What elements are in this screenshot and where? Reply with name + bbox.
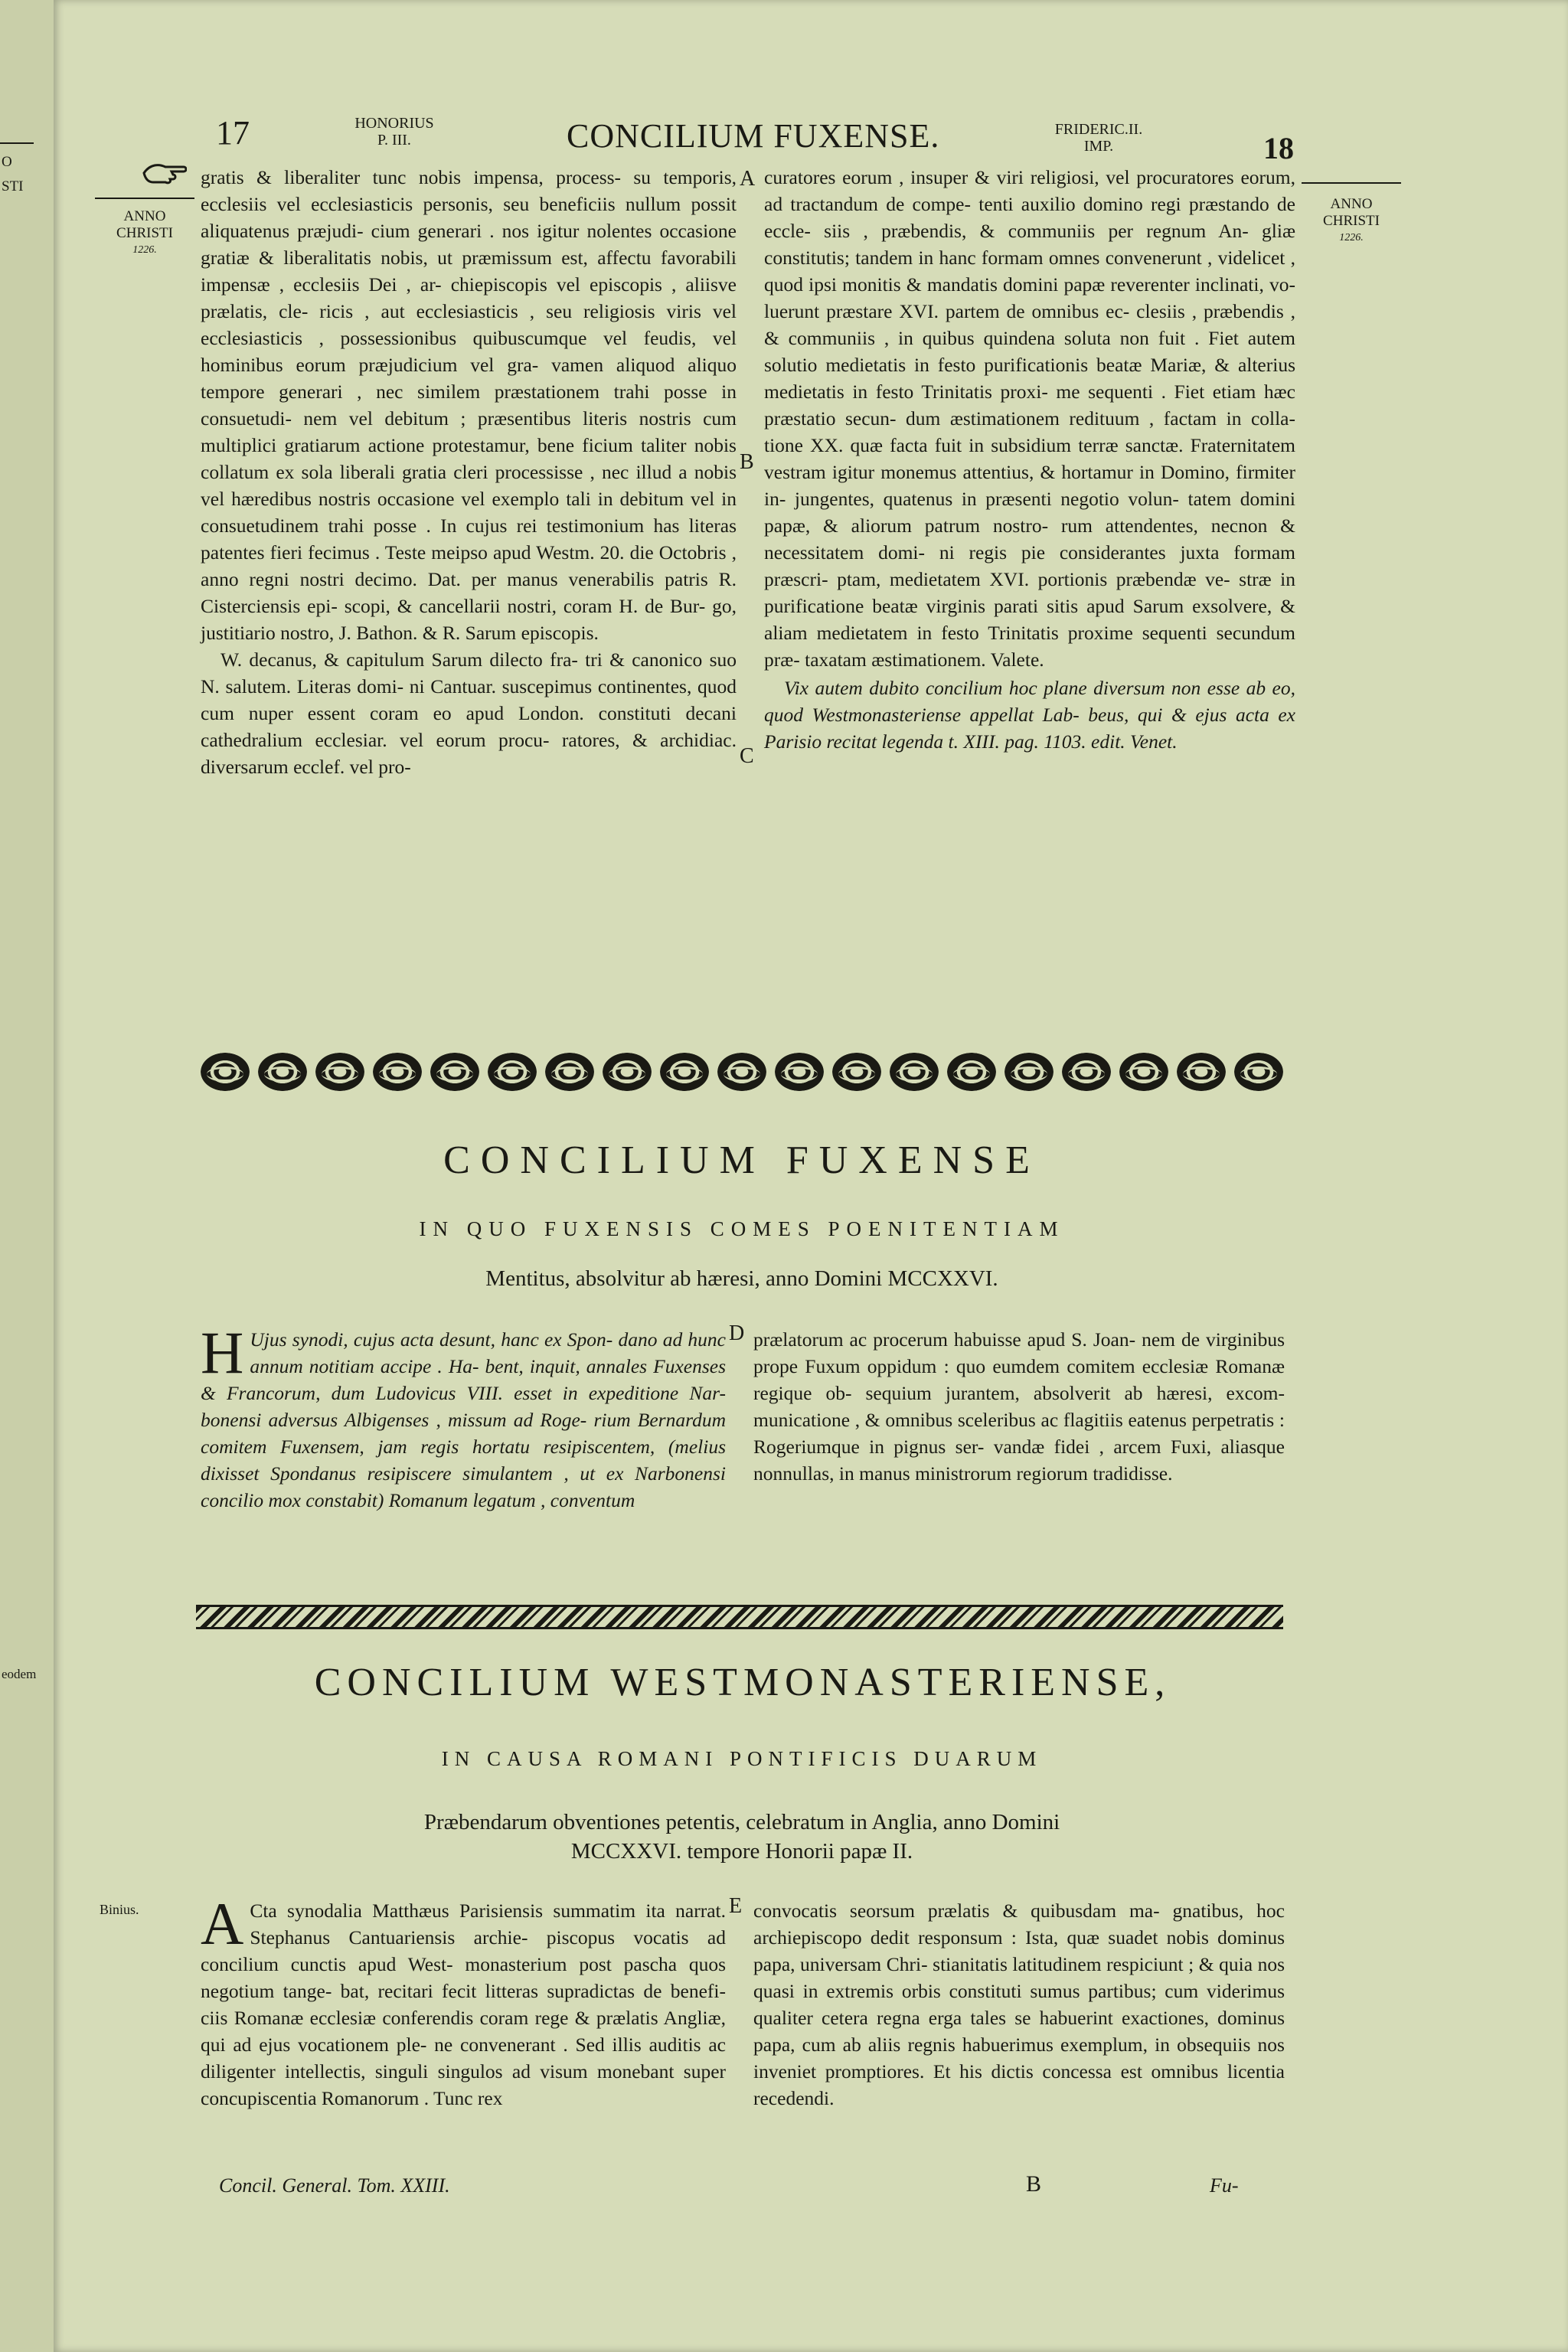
section-subline: Mentitus, absolvitur ab hæresi, anno Domini MCCXXVI. — [485, 1266, 998, 1291]
margin-year-label: CHRISTI — [1323, 213, 1380, 229]
ornament-icon — [890, 1053, 939, 1091]
margin-year-left — [95, 208, 194, 259]
margin-year-right — [1302, 196, 1401, 247]
ornament-icon — [373, 1053, 422, 1091]
running-head-right-line: IMP. — [1083, 138, 1114, 155]
drop-cap: H — [201, 1319, 244, 1386]
drop-cap: A — [201, 1890, 244, 1957]
section-subtitle: IN CAUSA ROMANI PONTIFICIS DUARUM — [441, 1747, 1043, 1770]
section-title: CONCILIUM FUXENSE — [443, 1138, 1040, 1182]
page-number-right: 18 — [1263, 131, 1294, 165]
section-subline: Præbendarum obventiones petentis, celebratum in Anglia, anno Domini — [423, 1810, 1060, 1834]
running-head-left-line: P. III. — [377, 132, 411, 149]
prev-page-fragment: O — [2, 154, 12, 170]
prev-page-rule — [0, 142, 34, 144]
paragraph: curatores eorum , insuper & viri religiosi, vel procuratores eorum, ad tractandum de compe- tenti auxilio domino regi præstando de eccle- siis , præbendis, & communiis per regnum An- gliæ constitutis; tandem in hanc formam omnes convenerunt , videlicet , quod ipsi monitis & mandatis domini papæ reverenter inclinati, vo- luerunt præstare XVI. partem de omnibus ec- clesiis , præbendis , & communiis , in quibus quindena soluta non fuit . Fiet autem solutio medietatis in festo purificationis beatæ Mariæ, & alterius medietatis in festo Trinitatis proxi- me sequenti . Fiet etiam hæc præstatio secun- dum æstimationem redituum , factam in colla- tione XX. quæ facta fuit in subsidium terræ sanctæ. Fraternitatem vestram igitur monemus attentius, & hortamur in Domino, firmiter in- jungentes, quatenus in præsenti negotio volun- tatem domini papæ, & aliorum patrum nostro- rum attendentes, necnon & necessitatem domi- ni regis pie considerantes juxta formam præscri- ptam, medietatem XVI. portionis præbendæ ve- stræ in purificatione beatæ virginis parati sitis apud Sarum exsolvere, & aliam medietatem in festo Trinitatis proxime sequenti secundum præ- taxatam æstimationem. Valete. — [764, 166, 1295, 671]
prev-page-fragment: STI — [2, 178, 24, 194]
ornament-icon — [660, 1053, 709, 1091]
ornament-icon — [258, 1053, 307, 1091]
text-column-left — [201, 164, 737, 780]
margin-rule-right — [1302, 182, 1401, 184]
pointing-hand-icon — [142, 159, 187, 187]
prev-page-fragment: eodem — [2, 1667, 37, 1681]
margin-year-value: 1226. — [132, 244, 157, 256]
paragraph: Cta synodalia Matthæus Parisiensis summatim ita narrat. Stephanus Cantuariensis archie- piscopus vocatis ad concilium cunctis apud West- monasterium post pascha quos negotium tange- bat, recitari fecit litteras supradictas de benefi- ciis Romanæ ecclesiæ conferendis coram rege & prælatis Angliæ, qui ad ejus vocationem ple- ne convenerant . Sed illis auditis ac diligenter intellectis, singuli singulos ad visum monebant super concupiscentia Romanorum . Tunc rex — [201, 1900, 726, 2109]
page-title: CONCILIUM FUXENSE. — [567, 117, 940, 155]
text-column-right — [753, 1326, 1285, 1487]
margin-year-label: ANNO — [123, 208, 166, 224]
margin-year-label: CHRISTI — [116, 225, 173, 241]
column-marker: E — [729, 1894, 743, 1918]
text-column-right — [764, 164, 1295, 755]
paragraph: prælatorum ac procerum habuisse apud S. Joan- nem de virginibus prope Fuxum oppidum : quo eumdem comitem ecclesiæ Romanæ regique ob- sequium jurantem, absolverit ab hæresi, excom- municatione , & omnibus sceleribus ac flagitiis eatenus perpetratis : Rogeriumque in pignus ser- vandæ fidei , arcem Fuxi, aliasque nonnullas, in manus ministrorum regiorum tradidisse. — [753, 1328, 1285, 1485]
running-head-left — [337, 115, 452, 149]
ornament-icon — [1062, 1053, 1111, 1091]
margin-year-label: ANNO — [1330, 196, 1373, 212]
paragraph: gratis & liberaliter tunc nobis impensa, process- su temporis, ecclesiis vel ecclesiasticis personis, seu beneficiis nullum possit aliquatenus præjudi- cium generari . nos igitur nolentes occasione gratiæ & liberalitatis nobis, ut præmissum est, affectu favorabili impensæ , ecclesiis Dei , ar- chiepiscopis vel episcopis , aliisve prælatis, cle- ricis , aut ecclesiasticis , seu religiosis viris vel ecclesiasticis , possessionibus quibuscumque vel feudis, vel hominibus eorum præjudicium vel gra- vamen aliquod aliquo tempore generari , nec similem præstationem trahi posse in consuetudi- nem vel debitum ; præsentibus literis nostris cum multiplici gratiarum actione protestamur, bene ficium taliter nobis collatum ex sola liberali gratia cleri processisse , nec illud a nobis vel hæredibus nostris occasione vel exemplo tali in debitum vel in consuetudinem trahi posse . In cujus rei testimonium has literas patentes fieri fecimus . Teste meipso apud Westm. 20. die Octobris , anno regni nostri decimo. Dat. per manus venerabilis patris R. Cisterciensis epi- scopi, & cancellarii nostri, coram H. de Bur- go, justitiario nostro, J. Bathon. & R. Sarum episcopis. — [201, 166, 737, 644]
ornament-icon — [430, 1053, 479, 1091]
page-number-left: 17 — [216, 114, 250, 152]
ornament-icon — [1119, 1053, 1168, 1091]
ornament-icon — [315, 1053, 364, 1091]
catchword: Fu- — [1210, 2174, 1239, 2197]
column-marker: B — [740, 450, 754, 474]
text-column-left — [201, 1319, 726, 1514]
ornament-icon — [1004, 1053, 1054, 1091]
margin-rule-left — [95, 198, 194, 199]
paragraph: convocatis seorsum prælatis & quibusdam ma- gnatibus, hoc archiepiscopo dedit responsum : Ista, quæ suadet nobis dominus papa, universam Chri- stianitatis latitudinem respiciunt ; & quia nos quasi in extremis orbis constituti sumus partibus; cum viderimus qualiter cetera regna erga tales se habuerint exactiones, dominus papa, cum ab aliis regnis habuerimus exemplum, in obsequiis nos inveniet promptiores. Et his dictis concessa est omnibus licentia recedendi. — [753, 1900, 1285, 2109]
ornament-icon — [545, 1053, 594, 1091]
ornament-icon — [603, 1053, 652, 1091]
column-marker: A — [740, 167, 756, 191]
text-column-left — [201, 1890, 726, 2112]
ornament-icon — [201, 1053, 250, 1091]
footer-volume: Concil. General. Tom. XXIII. — [219, 2174, 450, 2197]
paragraph: Ujus synodi, cujus acta desunt, hanc ex Spon- dano ad hunc annum notitiam accipe . Ha- bent, inquit, annales Fuxenses & Francorum, dum Ludovicus VIII. esset in expeditione Nar- bonensi adversus Albigenses , missum ad Roge- rium Bernardum comitem Fuxensem, jam regis hortatu resipiscentem, (melius dixisset Spondanus resipiscere simulantem , ut ex Narbonensi concilio mox constabit) Romanum legatum , conventum — [201, 1328, 726, 1511]
ornament-icon — [947, 1053, 996, 1091]
ornament-icon — [488, 1053, 537, 1091]
section-title: CONCILIUM WESTMONASTERIENSE, — [314, 1661, 1171, 1704]
section-subtitle: IN QUO FUXENSIS COMES POENITENTIAM — [419, 1217, 1065, 1240]
ornament-icon — [775, 1053, 824, 1091]
column-marker: D — [729, 1321, 745, 1345]
margin-year-value: 1226. — [1339, 232, 1364, 243]
ornament-icon — [1234, 1053, 1283, 1091]
ornament-icon — [1177, 1053, 1226, 1091]
running-head-right-line: FRIDERIC.II. — [1054, 121, 1143, 138]
ornament-icon — [717, 1053, 766, 1091]
previous-page-edge — [0, 0, 55, 2352]
signature-mark: B — [1026, 2171, 1042, 2197]
running-head-right — [1041, 121, 1156, 155]
ornament-icon — [832, 1053, 881, 1091]
editorial-note: Vix autem dubito concilium hoc plane diversum non esse ab eo, quod Westmonasteriense appellat Lab- beus, qui & ejus acta ex Parisio recitat legenda t. XIII. pag. 1103. edit. Venet. — [764, 677, 1295, 753]
margin-note-binius: Binius. — [100, 1902, 139, 1917]
running-head-left-line: HONORIUS — [354, 115, 434, 132]
decorative-band — [196, 1605, 1283, 1629]
ornament-border — [201, 1050, 1283, 1093]
column-marker: C — [740, 744, 754, 768]
paragraph: W. decanus, & capitulum Sarum dilecto fra- tri & canonico suo N. salutem. Literas domi- ni Cantuar. suscepimus continentes, quod cum nuper essent coram eo apud London. constituti decani cathedralium ecclesiar. vel eorum procu- ratores, & archidiac. diversarum ecclef. vel pro- — [201, 648, 737, 778]
text-column-right — [753, 1897, 1285, 2112]
section-subline: MCCXXVI. tempore Honorii papæ II. — [570, 1839, 913, 1864]
